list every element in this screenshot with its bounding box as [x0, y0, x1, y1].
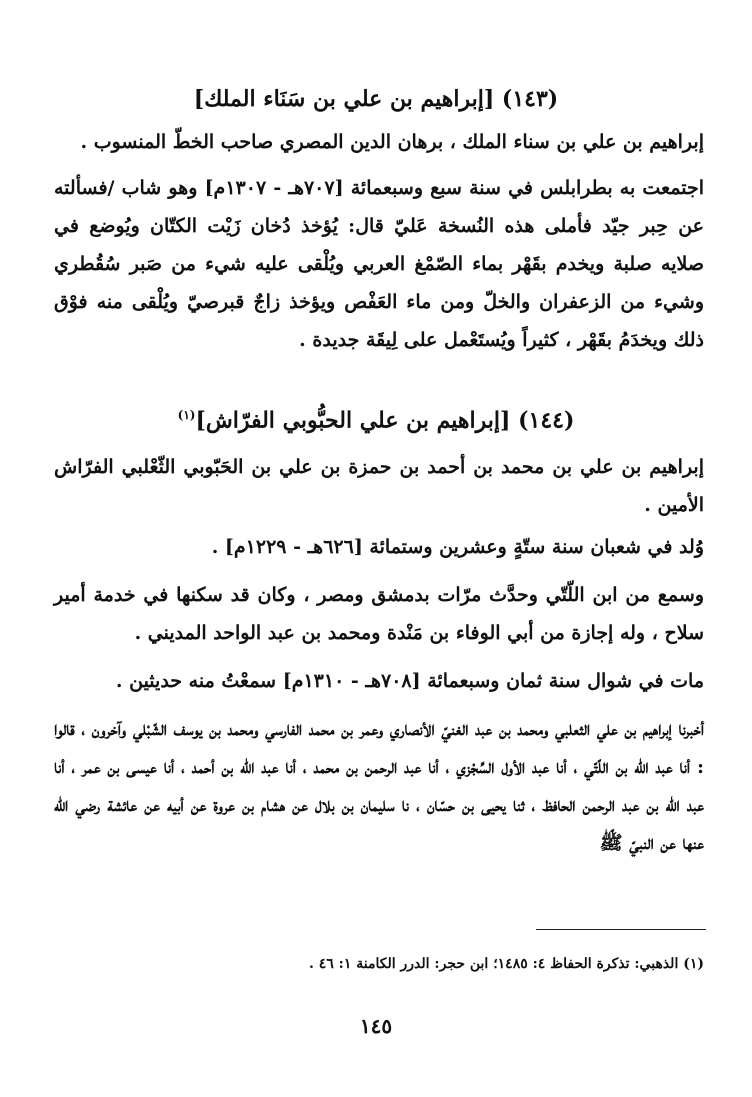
entry-144-body: [54, 448, 704, 862]
entry-144-paragraph-5: أخبرنا إبراهيم بن علي الثعلبي ومحمد بن عبد الغنيّ الأنصاري وعمر بن محمد الفارسي ومحمد بن يوسف الشّبْلي وآخرون ، قالوا : أنا عبد الله بن اللّتّي ، أنا عبد الأول السِّجْزي ، أنا عبد الرحمن بن محمد ، أنا عبد الله بن أحمد ، أنا عيسى بن عمر ، أنا عبد الله بن عبد الرحمن الحافظ ، ثنا يحيى بن حسّان ، نا سليمان بن بلال عن هشام بن عروة عن أبيه عن عائشة رضي الله عنها عن النبيّ ﷺ: [54, 718, 704, 854]
entry-144-paragraph-4: مات في شوال سنة ثمان وسبعمائة [٧٠٨هـ - ١٣١٠م] سمعْتُ منه حديثين .: [115, 670, 704, 692]
footnote: (١) الذهبي: تذكرة الحفاظ ٤: ١٤٨٥؛ ابن حجر: الدرر الكامنة ١: ٤٦ .: [309, 956, 704, 972]
entry-144-heading: [0, 400, 752, 435]
entry-143-paragraph-2: اجتمعت به بطرابلس في سنة سبع وسبعمائة [٧٠٧هـ - ١٣٠٧م] وهو شاب /فسألته عن حِبر جيّد فأملى هذه النُسخة عَليّ قال: يُؤخذ دُخان زَيْت الكتّان ويُوضع في صلايه صلبة ويخدم بقَهْر بماء الصّمْغ العربي ويُلْقى عليه شيء من صَبر سُقُطري وشيء من الزعفران والخلّ ومن ماء العَفْص ويؤخذ زاجٌ قبرصيّ ويُلْقى منه فوْق ذلك ويخدَمُ بقَهْر ، كثيراً ويُستَعْمل على لِيقَة جديدة .: [54, 177, 704, 351]
entry-144-paragraph-3: وسمع من ابن اللّتّي وحدَّث مرّات بدمشق ومصر ، وكان قد سكنها في خدمة أمير سلاح ، وله إجازة من أبي الوفاء بن مَنْدة ومحمد بن عبد الواحد المديني .: [54, 584, 704, 644]
entry-144-paragraph-2: وُلد في شعبان سنة ستّةٍ وعشرين وستمائة [٦٢٦هـ - ١٢٢٩م] .: [211, 536, 704, 558]
entry-143-paragraph-1: إبراهيم بن علي بن سناء الملك ، برهان الدين المصري صاحب الخطّ المنسوب .: [80, 131, 704, 153]
footnote-divider: [536, 929, 706, 930]
footnote-reference: (١): [177, 408, 196, 422]
entry-144-title: (١٤٤) [إبراهيم بن علي الحبُّوبي الفرّاش]: [195, 407, 575, 434]
entry-143-body: [54, 123, 704, 359]
entry-144-paragraph-1: إبراهيم بن علي بن محمد بن أحمد بن حمزة بن علي بن الحَبّوبي الثّعْلبي الفرّاش الأمين .: [54, 456, 704, 516]
page-number: ١٤٥: [359, 1014, 393, 1038]
entry-143-heading: (١٤٣) [إبراهيم بن علي بن سَنَاء الملك]: [193, 86, 559, 112]
